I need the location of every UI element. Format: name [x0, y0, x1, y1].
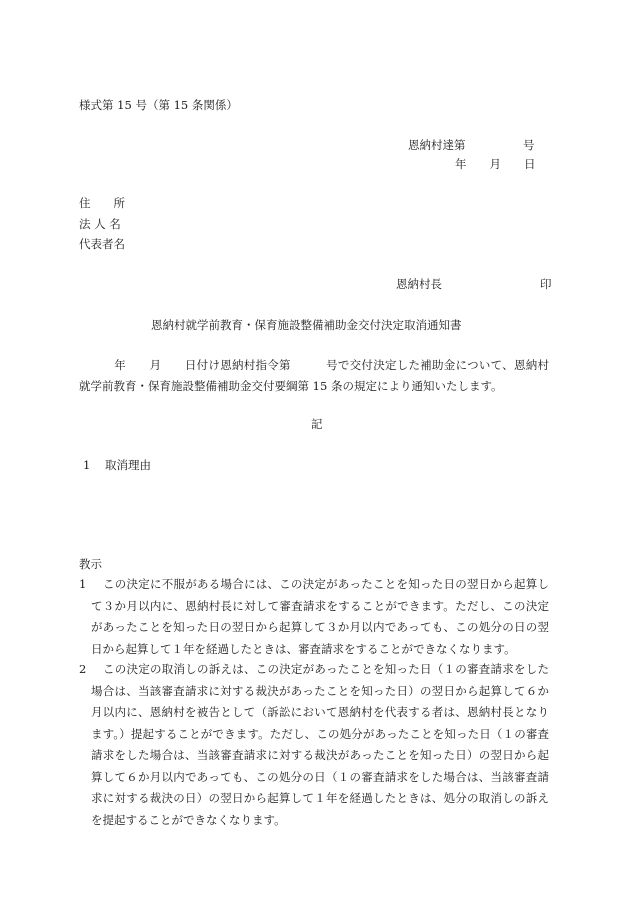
notice-item-1-number: 1 [79, 577, 87, 591]
notice-item-2-text: この決定の取消しの訴えは、この決定があったことを知った日（１の審査請求をした場合は、当該審査請求に対する裁決があったことを知った日）の翌日から起算して６か月以内に、恩納村を被告として（訴訟において恩納村を代表する者は、恩納村長となります。）提起することができます。ただし、この処分があったことを知った日（１の審査請求をした場合は、当該審査請求に対する裁決があったことを知った日）の翌日から起算して６か月以内であっても、この処分の日（１の審査請求をした場合は、当該審査請求に対する裁決の日）の翌日から起算して１年を経過したときは、処分の取消しの訴えを提起することができなくなります。 [91, 662, 549, 827]
document-title: 恩納村就学前教育・保育施設整備補助金交付決定取消通知書 [151, 318, 462, 332]
seal-mark: 印 [540, 277, 552, 291]
document-number: 恩納村達第 号 [408, 138, 535, 152]
notice-heading: 教示 [79, 557, 102, 571]
mayor-label: 恩納村長 [396, 277, 442, 291]
issue-date: 年 月 日 [455, 157, 536, 171]
notice-item-1 [79, 574, 549, 660]
notice-item-1-text: この決定に不服がある場合には、この決定があったことを知った日の翌日から起算して３か月以内に、恩納村長に対して審査請求をすることができます。ただし、この決定があったことを知った日の翌日から起算して３か月以内であっても、この処分の日の翌日から起算して１年を経過したときは、審査請求をすることができなくなります。 [91, 577, 549, 656]
section-1-number: 1 [83, 458, 91, 472]
body-text: 年 月 日付け恩納村指令第 号で交付決定した補助金について、恩納村就学前教育・保育施設整備補助金交付要綱第 15 条の規定により通知いたします。 [79, 358, 549, 393]
ki-heading: 記 [311, 417, 323, 431]
address-label: 住 所 [79, 196, 125, 210]
section-1-label: 取消理由 [105, 458, 151, 472]
notice-item-2 [79, 659, 549, 831]
corporation-name-label: 法 人 名 [79, 217, 121, 231]
form-number: 様式第 15 号（第 15 条関係） [79, 98, 238, 112]
representative-label: 代表者名 [79, 237, 125, 251]
notice-item-2-number: 2 [79, 662, 87, 676]
